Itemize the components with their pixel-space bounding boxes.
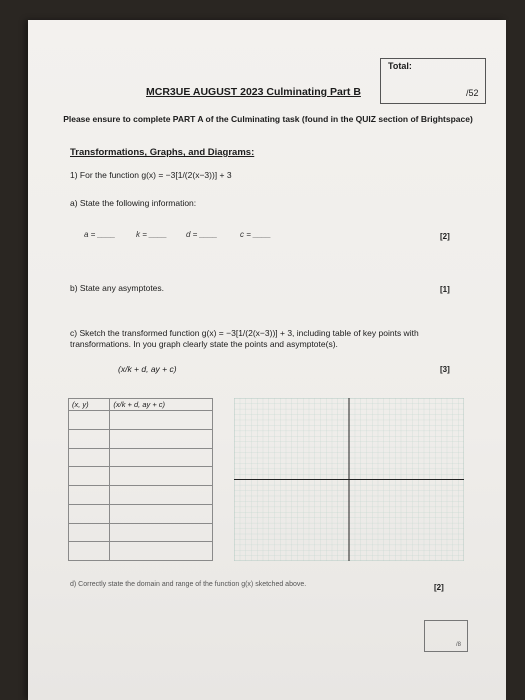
answer-blank-d: d = ____ <box>186 230 218 239</box>
table-cell <box>69 523 110 542</box>
table-row <box>69 411 213 430</box>
table-row <box>69 429 213 448</box>
table-cell <box>110 523 213 542</box>
table-row <box>69 542 213 561</box>
table-cell <box>69 486 110 505</box>
question-a: a) State the following information: <box>70 198 197 208</box>
question-1-function: 1) For the function g(x) = −3[1/(2(x−3))] + 3 <box>70 170 232 180</box>
table-cell <box>69 429 110 448</box>
answer-blank-c: c = ____ <box>240 230 271 239</box>
marks-a: [2] <box>440 232 450 241</box>
table-row <box>69 467 213 486</box>
table-cell <box>110 467 213 486</box>
table-cell <box>110 429 213 448</box>
key-points-table <box>68 398 213 561</box>
instruction-text: Please ensure to complete PART A of the Culminating task (found in the QUIZ section of Brightspace) <box>63 114 473 124</box>
table-cell <box>110 504 213 523</box>
table-row <box>69 504 213 523</box>
table-cell <box>110 542 213 561</box>
table-header-xy: (x, y) <box>69 399 110 411</box>
table-cell <box>110 411 213 430</box>
marks-d: [2] <box>434 583 444 592</box>
table-cell <box>69 542 110 561</box>
table-row <box>69 486 213 505</box>
table-cell <box>69 467 110 486</box>
table-header-transformed: (x/k + d, ay + c) <box>110 399 213 411</box>
worksheet-page <box>28 20 506 700</box>
table-row <box>69 523 213 542</box>
page-number: /8 <box>456 642 462 648</box>
page-score-box <box>424 620 468 652</box>
question-c: c) Sketch the transformed function g(x) = −3[1/(2(x−3))] + 3, including table of key points with transformations. In you graph clearly state the points and asymptote(s). <box>70 328 419 349</box>
table-cell <box>69 504 110 523</box>
table-cell <box>110 448 213 467</box>
section-heading: Transformations, Graphs, and Diagrams: <box>70 147 255 158</box>
table-cell <box>69 448 110 467</box>
table-row <box>69 448 213 467</box>
table-cell <box>110 486 213 505</box>
marks-c: [3] <box>440 365 450 374</box>
page-title: MCR3UE AUGUST 2023 Culminating Part B <box>146 86 361 98</box>
total-label: Total: <box>388 61 412 71</box>
question-d: d) Correctly state the domain and range of the function g(x) sketched above. <box>70 581 307 588</box>
total-score: /52 <box>466 88 479 98</box>
transformation-rule: (x/k + d, ay + c) <box>118 364 177 374</box>
question-b: b) State any asymptotes. <box>70 283 165 293</box>
marks-b: [1] <box>440 285 450 294</box>
graph-grid <box>234 398 464 561</box>
answer-blank-k: k = ____ <box>136 230 167 239</box>
answer-blank-a: a = ____ <box>84 230 116 239</box>
table-cell <box>69 411 110 430</box>
